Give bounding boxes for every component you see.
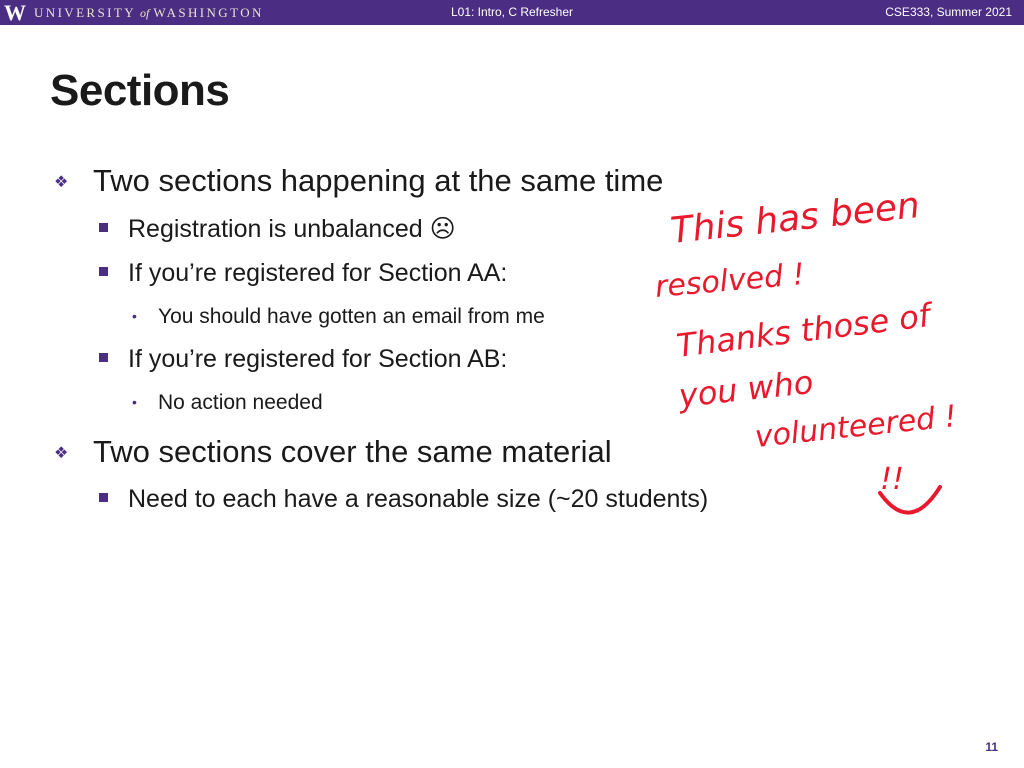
course-label: CSE333, Summer 2021	[885, 5, 1012, 19]
bullet-1-2-1: You should have gotten an email from me	[158, 305, 545, 328]
bullet-2: Two sections cover the same material	[93, 434, 612, 469]
bullet-1-3: If you’re registered for Section AB:	[128, 345, 508, 373]
dot-bullet-icon: •	[132, 394, 137, 410]
dot-bullet-icon: •	[132, 308, 137, 324]
annotation-line: Thanks those of	[674, 296, 932, 365]
bullet-1-1: Registration is unbalanced ☹	[128, 215, 456, 243]
annotation-line: volunteered !	[753, 398, 959, 455]
diamond-bullet-icon: ❖	[54, 445, 69, 462]
wordmark-of: of	[140, 5, 150, 20]
square-bullet-icon	[99, 267, 108, 276]
wordmark-university: UNIVERSITY	[34, 4, 136, 20]
header-bar	[0, 0, 1024, 25]
bullet-2-1: Need to each have a reasonable size (~20 students)	[128, 485, 709, 513]
uw-w-icon: W	[4, 0, 26, 25]
square-bullet-icon	[99, 493, 108, 502]
lecture-title: L01: Intro, C Refresher	[450, 5, 574, 19]
annotation-line: This has been	[668, 185, 922, 252]
slide-title: Sections	[50, 66, 230, 115]
page-number: 11	[985, 740, 998, 754]
square-bullet-icon	[99, 353, 108, 362]
bullet-1-2: If you’re registered for Section AA:	[128, 259, 508, 287]
diamond-bullet-icon: ❖	[54, 174, 69, 191]
bullet-1-3-1: No action needed	[158, 391, 323, 414]
handwritten-annotation	[640, 175, 1000, 535]
annotation-line: resolved !	[653, 257, 807, 305]
square-bullet-icon	[99, 223, 108, 232]
annotation-line: !!	[880, 462, 905, 497]
wordmark-washington: WASHINGTON	[153, 4, 264, 20]
annotation-line: you who	[676, 363, 816, 415]
bullet-1: Two sections happening at the same time	[93, 163, 664, 198]
